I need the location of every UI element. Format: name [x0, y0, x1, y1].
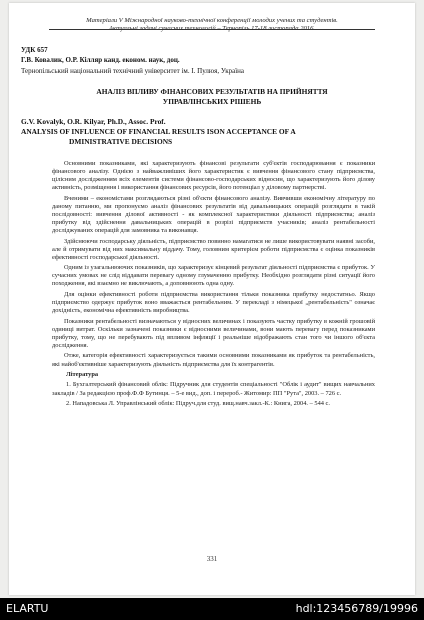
paper-page: [9, 3, 415, 595]
body-paragraph: Показники рентабельності визначаються у відносних величинах і показують частку прибутку в кожній грошовій одиниці витрат. Оскільки зазначені показники є відносними величинами, вони мають перевагу перед показниками прибутку, тому, що не перебувають під впливом інфляції і реальніше відображають стан того чи іншого об'єкта дослідження.: [52, 317, 375, 349]
body-paragraph: Одним із узагальнюючих показників, що характеризує кінцевий результат діяльності підприємства є прибуток. У сучасних умовах не слід віддавати перевагу одному глумаченню прибутку. Необхідно розглядати різні ситуації його походження, які взаємно не виключають, а доповнюють одна одну.: [52, 264, 375, 288]
title-ua-line2: УПРАВЛІНСЬКИХ РІШЕНЬ: [162, 97, 262, 106]
literature-heading: Література: [66, 370, 99, 378]
reference-item: 1. Бухгалтерський фінансовий облік: Підручник для студентів спеціальності "Облік і аудит" вищих навчальних закладів / За редакцією проф.Ф.Ф Бутинця. – 5-е вид., доп. і перероб.- Житомир: ПП "Рута", 2003. – 726 с.: [52, 381, 375, 397]
reference-item: 2. Нападовська Л. Управлінський облік: Підруч.для студ. вищ.навч.закл.-К.: Книга, 2004. – 544 с.: [66, 400, 330, 408]
title-en-line1: ANALYSIS OF INFLUENCE OF FINANCIAL RESULTS ISON ACCEPTANCE OF A: [21, 127, 296, 136]
conference-header-line1: Матеріали V Міжнародної науково-технічної конференції молодих учених та студентів.: [86, 17, 338, 24]
affiliation: Тернопільський національний технічний університет ім. І. Пулюя, Україна: [21, 67, 245, 75]
body-paragraph: Вченими – економістами розглядаються різні об'єкти фінансового аналізу. Вивчивши економічну літературу по даному питанню, ми пропонуємо аналіз фінансових результатів від давальницьких операцій розглядати в такій послідовності: вивчення ділової активності - як комплексної характеристики діяльності підприємства; аналіз прибутку від здійснення давальницьких операцій в розрізі підприємств учасників; аналіз рентабельності досліджуваних операцій для замовника та виконавця.: [52, 194, 375, 235]
repository-footer-bar: [0, 598, 424, 620]
authors-en: G.V. Kovalyk, O.R. Kilyar, Ph.D., Assoc. Prof.: [21, 117, 166, 126]
body-paragraph: Основними показниками, які характеризують фінансові результати суб'єктів господарювання є показники фінансового аналізу. Однією з найважливіших його характеристик є вивчення фінансового стану підприємства, цілісним дослідженням всіх елементів системи фінансово-господарських відносин, що характеризують його ділову активність, розміщення і використання фінансових ресурсів, його потенціал у діловому партнерстві.: [52, 160, 375, 192]
body-paragraph: Для оцінки ефективності роботи підприємства використання тільки показника прибутку недостатньо. Якщо підприємство одержує прибуток воно вважається рентабельним. У перекладі з німецької „рентабельність" означає дохідність, економічна ефективність виробництва.: [52, 290, 375, 315]
title-ua-line1: АНАЛІЗ ВПЛИВУ ФІНАНСОВИХ РЕЗУЛЬТАТІВ НА ПРИЙНЯТТЯ: [96, 87, 328, 96]
authors-ua: Г.В. Ковалик, О.Р. Кілляр канд. економ. наук, доц.: [21, 56, 180, 64]
repository-name: ELARTU: [6, 602, 49, 615]
conference-header-line2: Актуальні задачі сучасних технологій – Тернопіль 17-18 листопада 2016.: [108, 25, 316, 32]
article-body: [52, 160, 375, 411]
body-paragraph: Здійснюючи господарську діяльність, підприємство повинно намагатися не лише використовувати наявні засоби, але й отримувати від них максимальну віддачу. Тому, головним критерієм роботи підприємства є оцінка показників ефективності господарської діяльності.: [52, 237, 375, 261]
title-en-line2: DMINISTRATIVE DECISIONS: [69, 137, 173, 146]
page-number: 331: [206, 555, 218, 563]
body-paragraph: Отже, категорія ефективності характеризується такими основними показниками як прибуток та рентабельність, які найоб'єктивніше характеризують діяльність підприємства для їх контрагентів.: [52, 352, 375, 368]
handle-identifier[interactable]: hdl:123456789/19996: [295, 602, 418, 615]
header-rule: [49, 29, 375, 30]
udk-code: УДК 657: [21, 46, 48, 54]
